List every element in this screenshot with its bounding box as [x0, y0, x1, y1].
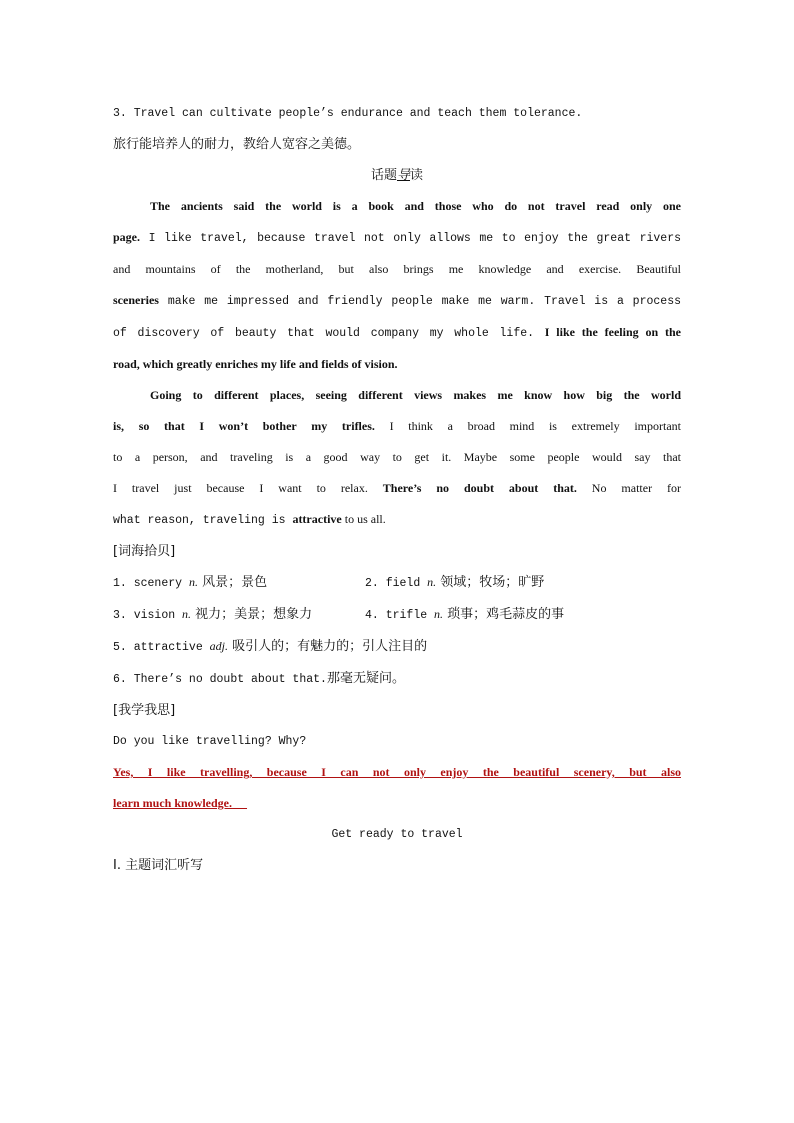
topic-title-emphasis: 导 [396, 168, 410, 183]
topic-p1-line1: The ancients said the world is a book and those who do not travel read only one [150, 199, 681, 213]
think-answer-line2: learn much knowledge. [113, 796, 233, 810]
section-title: Get ready to travel [331, 828, 463, 841]
vocab-heading: [词海拾贝] [113, 544, 176, 559]
topic-p1-line2: page. I like travel, because travel not only allows me to enjoy the great rivers [113, 230, 681, 245]
vocab-item: 3. vision n. 视力；美景；想象力 [113, 607, 313, 622]
section-part-heading: Ⅰ. 主题词汇听写 [113, 858, 204, 873]
intro-sentence-en: 3. Travel can cultivate people’s endurance and teach them tolerance. [113, 107, 583, 120]
topic-p2-line4: I travel just because I want to relax. There’s no doubt about that. No matter for [113, 481, 681, 495]
think-answer-line1: Yes, I like travelling, because I can not only enjoy the beautiful scenery, but also [113, 765, 681, 779]
document-content [113, 98, 681, 881]
topic-p2-line2: is, so that I won’t bother my trifles. I think a broad mind is extremely important [113, 419, 681, 433]
vocab-item: 6. There’s no doubt about that.那毫无疑问。 [113, 671, 405, 686]
topic-p1-line6: road, which greatly enriches my life and fields of vision. [113, 357, 398, 371]
vocab-item: 4. trifle n. 琐事；鸡毛蒜皮的事 [365, 607, 565, 622]
think-heading: [我学我思] [113, 703, 176, 718]
vocab-row-2 [113, 599, 681, 631]
topic-p2-line3: to a person, and traveling is a good way to get it. Maybe some people would say that [113, 450, 681, 464]
topic-p1-line5: of discovery of beauty that would company my whole life. I like the feeling on the [113, 325, 681, 340]
vocab-row-1 [113, 567, 681, 599]
vocab-item: 5. attractive adj. 吸引人的；有魅力的；引人注目的 [113, 639, 428, 654]
topic-p2-line5: what reason, traveling is attractive to us all. [113, 512, 386, 527]
topic-title: 话题导读 [370, 168, 424, 183]
topic-p1-line3: and mountains of the motherland, but also brings me knowledge and exercise. Beautiful [113, 262, 681, 276]
vocab-item: 2. field n. 领域；牧场；旷野 [365, 575, 545, 590]
topic-p2-line1: Going to different places, seeing different views makes me know how big the world [150, 388, 681, 402]
intro-sentence-cn: 旅行能培养人的耐力，教给人宽容之美德。 [113, 137, 361, 152]
topic-p1-line4: sceneries make me impressed and friendly people make me warm. Travel is a process [113, 293, 681, 308]
think-question: Do you like travelling? Why? [113, 735, 307, 748]
vocab-item: 1. scenery n. 风景；景色 [113, 575, 268, 590]
